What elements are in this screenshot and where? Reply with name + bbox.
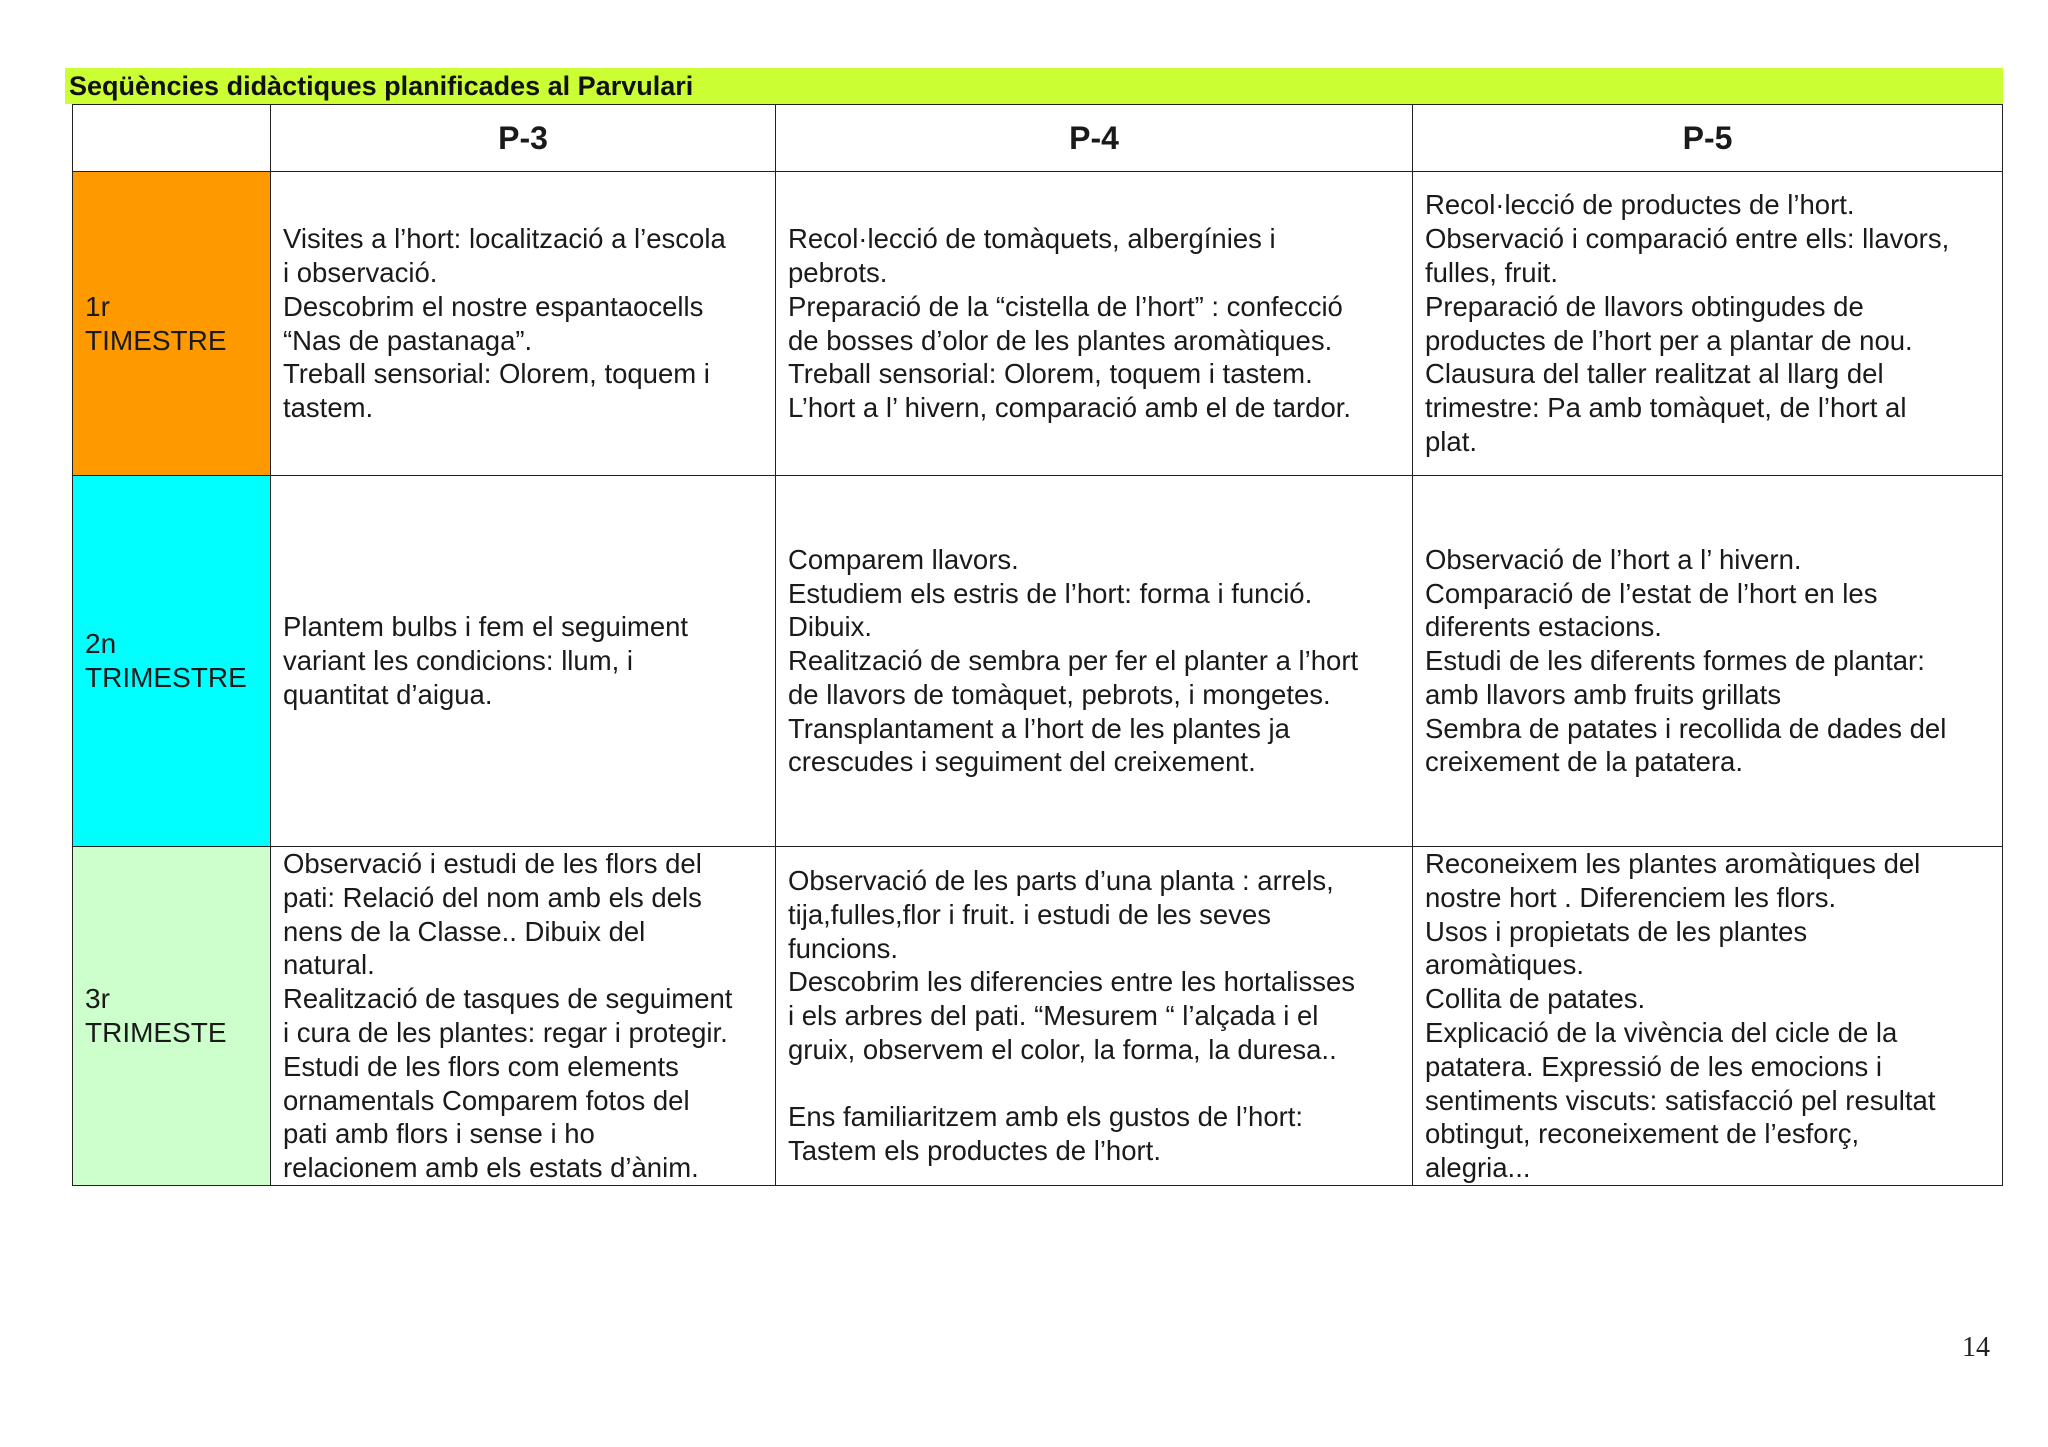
activity-line: Treball sensorial: Olorem, toquem i — [283, 358, 710, 390]
activity-line: tastem. — [283, 392, 374, 424]
activity-line: productes de l’hort per a plantar de nou. — [1425, 324, 1913, 356]
activity-line: sentiments viscuts: satisfacció pel resultat — [1425, 1084, 1936, 1116]
activity-line: Explicació de la vivència del cicle de la — [1425, 1017, 1898, 1048]
activity-line: i observació. — [283, 256, 438, 288]
activity-line: Visites a l’hort: localització a l’escola — [283, 223, 726, 255]
activity-line: amb llavors amb fruits grillats — [1425, 678, 1782, 710]
activity-line: Recol·lecció de tomàquets, albergínies i — [788, 223, 1276, 255]
term-label-line: 3r — [85, 983, 110, 1014]
activity-cell — [1413, 172, 2003, 476]
activity-cell — [1413, 847, 2003, 1186]
term-label-line: TIMESTRE — [85, 324, 227, 356]
activity-line: “Nas de pastanaga”. — [283, 324, 533, 356]
activity-cell — [1413, 476, 2003, 847]
term-label-line: 1r — [85, 290, 110, 322]
activity-line: Transplantament a l’hort de les plantes ja — [788, 712, 1290, 744]
activity-line: natural. — [283, 949, 375, 981]
page-number: 14 — [1962, 1332, 1990, 1363]
column-header-p5: P-5 — [1413, 105, 2003, 172]
activity-line: i cura de les plantes: regar i protegir. — [283, 1017, 728, 1048]
term-label-line: 2n — [85, 628, 117, 659]
activity-line: creixement de la patatera. — [1425, 746, 1743, 778]
term-label-line: TRIMESTE — [85, 1017, 227, 1048]
activity-line: Descobrim les diferencies entre les hortalisses — [788, 966, 1356, 998]
activity-line: variant les condicions: llum, i — [283, 645, 634, 677]
activity-line: tija,fulles,flor i fruit. i estudi de les seves — [788, 898, 1271, 930]
activity-line: Usos i propietats de les plantes — [1425, 915, 1808, 947]
header-row — [73, 105, 2003, 172]
activity-line: de llavors de tomàquet, pebrots, i mongetes. — [788, 678, 1331, 710]
activity-line: i els arbres del pati. “Mesurem “ l’alçada i el — [788, 1000, 1319, 1032]
activity-line: L’hort a l’ hivern, comparació amb el de tardor. — [788, 392, 1352, 424]
activity-line: trimestre: Pa amb tomàquet, de l’hort al — [1425, 392, 1907, 424]
column-header-p3: P-3 — [271, 105, 776, 172]
activity-line: ornamentals Comparem fotos del — [283, 1084, 690, 1116]
activity-line: Comparació de l’estat de l’hort en les — [1425, 577, 1878, 609]
activity-line: nens de la Classe.. Dibuix del — [283, 915, 646, 947]
activity-line: Estudiem els estris de l’hort: forma i funció. — [788, 577, 1313, 609]
term-cell-3 — [73, 847, 271, 1186]
activity-line: Estudi de les diferents formes de plantar: — [1425, 645, 1925, 677]
activity-line: gruix, observem el color, la forma, la duresa.. — [788, 1033, 1337, 1065]
activity-line: Comparem llavors. — [788, 543, 1019, 575]
activity-line: Descobrim el nostre espantaocells — [283, 290, 704, 322]
activity-line: Preparació de la “cistella de l’hort” : confecció — [788, 290, 1343, 322]
activity-cell — [271, 847, 776, 1186]
activity-line: de bosses d’olor de les plantes aromàtiques. — [788, 324, 1333, 356]
activity-line: patatera. Expressió de les emocions i — [1425, 1050, 1883, 1082]
column-header-p4: P-4 — [776, 105, 1413, 172]
activity-line: Treball sensorial: Olorem, toquem i tastem. — [788, 358, 1313, 390]
activity-line: nostre hort . Diferenciem les flors. — [1425, 881, 1837, 913]
activity-line: Observació i estudi de les flors del — [283, 848, 702, 880]
activity-line: obtingut, reconeixement de l’esforç, — [1425, 1118, 1860, 1150]
activity-line: aromàtiques. — [1425, 949, 1584, 981]
activity-line: Realització de tasques de seguiment — [283, 983, 733, 1015]
activity-line: Tastem els productes de l’hort. — [788, 1135, 1161, 1167]
activity-line: diferents estacions. — [1425, 611, 1662, 643]
activity-cell — [271, 476, 776, 847]
activity-line: Ens familiaritzem amb els gustos de l’hort: — [788, 1101, 1304, 1133]
term-cell-2 — [73, 476, 271, 847]
activity-line: pebrots. — [788, 256, 888, 288]
activity-line: Observació i comparació entre ells: llavors, — [1425, 223, 1950, 255]
term-label-line: TRIMESTRE — [85, 662, 247, 693]
section-title: Seqüències didàctiques planificades al Parvulari — [65, 68, 2003, 104]
activity-cell — [271, 172, 776, 476]
activity-line: plat. — [1425, 425, 1477, 457]
activity-cell — [776, 476, 1413, 847]
activity-line: Collita de patates. — [1425, 983, 1646, 1015]
activity-cell — [776, 172, 1413, 476]
activity-line: funcions. — [788, 932, 899, 964]
activity-line: pati amb flors i sense i ho — [283, 1118, 595, 1150]
activity-line: Observació de l’hort a l’ hivern. — [1425, 543, 1802, 575]
activity-line: pati: Relació del nom amb els dels — [283, 881, 702, 913]
activity-line: quantitat d’aigua. — [283, 678, 493, 710]
activity-line: Plantem bulbs i fem el seguiment — [283, 611, 689, 643]
activity-line: alegria... — [1425, 1152, 1531, 1184]
activity-line: Dibuix. — [788, 611, 873, 643]
activity-line: relacionem amb els estats d’ànim. — [283, 1152, 699, 1184]
activity-line: fulles, fruit. — [1425, 256, 1558, 288]
activity-line: Realització de sembra per fer el planter a l’hort — [788, 645, 1359, 677]
activity-line: Reconeixem les plantes aromàtiques del — [1425, 848, 1921, 880]
table-row — [73, 476, 2003, 847]
table-row — [73, 847, 2003, 1186]
corner-cell — [73, 105, 271, 172]
activity-cell — [776, 847, 1413, 1186]
activity-line: crescudes i seguiment del creixement. — [788, 746, 1256, 778]
activity-line: Sembra de patates i recollida de dades del — [1425, 712, 1947, 744]
activity-line: Estudi de les flors com elements — [283, 1050, 679, 1082]
activity-line — [788, 1067, 1400, 1101]
term-cell-1 — [73, 172, 271, 476]
planning-table — [72, 104, 2003, 1186]
activity-line: Clausura del taller realitzat al llarg del — [1425, 358, 1884, 390]
activity-line: Observació de les parts d’una planta : arrels, — [788, 864, 1334, 896]
activity-line: Recol·lecció de productes de l’hort. — [1425, 189, 1855, 221]
table-row — [73, 172, 2003, 476]
activity-line: Preparació de llavors obtingudes de — [1425, 290, 1864, 322]
